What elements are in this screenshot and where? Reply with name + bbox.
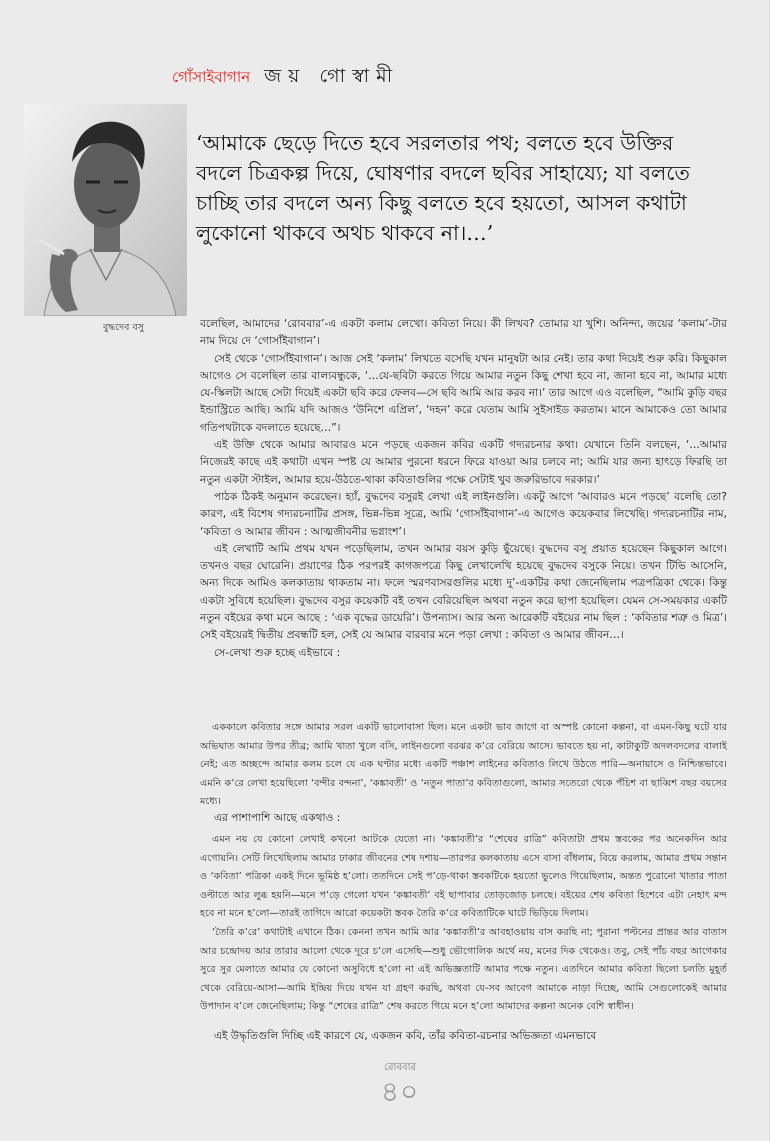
body-paragraph: পাঠক ঠিকই অনুমান করেছেন। হ্যাঁ, বুদ্ধদেব বসুরই লেখা এই লাইনগুলি। একটু আগে ‘আবারও মনে পড়ছে’ বলেছি তো? কারণ, এই বিশেষ গদ্যরচনাটির প্রসঙ্গ, ভিন্ন-ভিন্ন সূত্রে, আমি ‘গোসাঁইবাগান’-এ আগেও কয়েকবার লিখেছি। গদ্যরচনাটির নাম, ‘কবিতা ও আমার জীবন : আত্মজীবনীর ভগ্নাংশ’। [200, 490, 727, 538]
page-number: ৪০ [380, 1075, 420, 1108]
excerpt-paragraph: এককালে কবিতার সঙ্গে আমার সরল একটি ভালোবাসা ছিল। মনে একটা ভাব জাগে বা অস্পষ্ট কোনো কল্পনা, বা এমন-কিছু ঘটে যার অভিঘাত আমার উপর তীব্র; আমি খাতা খুলে বসি, লাইনগুলো বরঝর ক’রে বেরিয়ে আসে। ভাবতে হয় না, কাটাকুটি অদলবদলের বালাই নেই; এত অচ্ছন্দে আমার কলম চলে যে এক ঘণ্টার মধ্যে একটি পঞ্চাশ লাইনের কবিতাও লিখে উঠতে পারি—অনায়াসে ও নিশ্চিন্তভাবে। এমনি ক’রে লেখা হয়েছিলো ‘বন্দীর বন্দনা’, ‘কঙ্কাবতী’ ও ‘নতুন পাতা’র কবিতাগুলো, আমার সতেরো থেকে পঁচিশ বা ছাব্বিশ বছর বয়সের মধ্যে। [200, 722, 727, 808]
body-paragraph: সেই থেকে ‘গোসাঁইবাগান’। আজ সেই ‘কলাম’ লিখতে বসেছি যখন মানুষটা আর নেই। তার কথা দিয়েই শুরু করি। কিছুকাল আগেও সে বলেছিল তার বাল্যবন্ধুকে, ‘…যে-ছবিটা করতে গিয়ে আমার নতুন কিছু শেখা হবে না, জানা হবে না, আমার মধ্যে যে-স্কিলটা আছে সেটা দিয়েই একটা ছবি করে ফেলব—সে ছবি আমি আর করব না।’ তার আগে এও বলেছিল, “আমি কুড়ি বছর ইন্ডাস্ট্রিতে আছি। আমি যদি আজও ‘উনিশে এপ্রিল’, ‘দহন’ করে যেতাম আমি সুইসাইড করতাম। মানে আমাকেও তো আমার গতিপথটাকে বদলাতে হয়েছে…”। [200, 352, 727, 434]
photo-caption: বুদ্ধদেব বসু [103, 322, 144, 333]
closing-line: এই উদ্ধৃতিগুলি দিচ্ছি এই কারণে যে, একজন কবি, তাঁর কবিতা-রচনার অভিজ্ঞতা এমনভাবে [214, 1030, 597, 1042]
body-paragraph: এর পাশাপাশি আছে একথাও : [214, 812, 341, 824]
section-name: গোঁসাইবাগান [172, 68, 251, 86]
excerpt-paragraph: ‘তৈরি ক’রে’ কথাটাই এখানে ঠিক। কেননা তখন আমি আর ‘কঙ্কাবতী’র আবহাওয়ায় বাস করছি না; পুরানা পল্টনের প্রান্তর আর বাতাস আর চন্দ্রোদয় আর তারার আলো থেকে দূরে চ’লে এসেছি—শুধু ভৌগোলিক অর্থে নয়, মনের দিক থেকেও। তবু, সেই পাঁচ বছর আগেকার সুরে সুর মেলাতে আমার যে কোনো অসুবিধে হ’লো না এই অভিজ্ঞতাটি আমার পক্ষে নতুন। এতদিনে আমার কবিতা ছিলো চলতি মুহূর্ত থেকে বেরিয়ে-আসা—আমি ইন্দ্রিয় দিয়ে যখন যা গ্রহণ করছি, অথবা যে-সব আবেগ আমাকে নাড়া দিচ্ছে, আমি সেগুলোকেই আমার উপাদান ব’লে জেনেছিলাম; কিন্তু “শেষের রাত্রি” শেষ করতে গিয়ে মনে হ’লো আমাদের কল্পনা অনেক বেশি স্বাধীন। [200, 926, 727, 1013]
body-paragraph: এই লেখাটি আমি প্রথম যখন পড়েছিলাম, তখন আমার বয়স কুড়ি ছুঁয়েছে। বুদ্ধদেব বসু প্রয়াত হয়েছেন কিছুকাল আগে। তখনও বছর ঘোরেনি। প্রয়াণের ঠিক পরপরই কাগজপত্রে কিছু লেখালেখি হয়েছে বুদ্ধদেব বসুকে নিয়ে। তখন টিভি আসেনি, অন্য দিকে আমিও কলকাতায় থাকতাম না। ফলে স্মরণবাসরগুলির মধ্যে দু’-একটির কথা জেনেছিলাম পত্রপত্রিকা থেকে। কিন্তু একটা সুবিধে হয়েছিল। বুদ্ধদেব বসুর কয়েকটি বই তখন বেরিয়েছিল অথবা নতুন করে ছাপা হয়েছিল। যেমন সে-সময়কার একটি নতুন বইয়ের কথা মনে আছে : ‘এক বৃদ্ধের ডায়েরি’। উপন্যাস। আর অন্য আরেকটি বইয়ের নাম ছিল : ‘কবিতার শত্রু ও মিত্র’। সেই বইয়েরই দ্বিতীয় প্রবন্ধটি হল, সেই যে আমার বারবার মনে পড়া লেখা : কবিতা ও আমার জীবন…। [200, 542, 727, 642]
author-photo [24, 104, 187, 316]
quoted-excerpt [200, 831, 727, 1017]
page-footer [350, 1060, 450, 1107]
body-paragraph: সে-লেখা শুরু হচ্ছে এইভাবে : [214, 646, 341, 659]
quoted-excerpt [200, 719, 727, 812]
bridge-text [200, 810, 727, 827]
body-paragraph: বলেছিল, আমাদের ‘রোববার’-এ একটা কলাম লেখো। কবিতা নিয়ে। কী লিখব? তোমার যা খুশি। অনিন্দ্য, জয়ের ‘কলাম’-টার নাম দিয়ে দে ‘গোসাঁইবাগান’। [200, 318, 727, 348]
column-header [172, 62, 399, 94]
magazine-name: রোববার [384, 1062, 416, 1073]
body-paragraph: এই উক্তি থেকে আমার আবারও মনে পড়ছে একজন কবির একটি গদ্যরচনার কথা। যেখানে তিনি বলছেন, ‘…আমার নিজেরই কাছে এই কথাটা এখন স্পষ্ট যে আমার পুরনো ধরনে ফিরে যাওয়া আর চলবে না; আমি যার জন্য হাৎড়ে ফিরছি তা নতুন একটা স্টাইল, আমার হয়ে-উঠতে-থাকা কবিতাগুলির পক্ষে সেটাই খুব জরুরিভাবে দরকার।’ [200, 439, 727, 486]
article-body [200, 316, 727, 662]
author-name: জয় গোস্বামী [264, 65, 400, 87]
pull-quote: ‘আমাকে ছেড়ে দিতে হবে সরলতার পথ; বলতে হবে উক্তির বদলে চিত্রকল্প দিয়ে, ঘোষণার বদলে ছবির সাহায্যে; যা বলতে চাচ্ছি তার বদলে অন্য কিছু বলতে হবে হয়তো, আসল কথাটা লুকোনো থাকবে অথচ থাকবে না।…’ [196, 131, 690, 245]
excerpt-paragraph: এমন নয় যে কোনো লেখাই কখনো আটকে যেতো না। ‘কঙ্কাবতী’র “শেষের রাত্রি” কবিতাটা প্রথম স্তবকের পর অনেকদিন আর এগোয়নি। সেটি লিখেছিলাম আমার ঢাকার জীবনের শেষ দশায়—তারপর কলকাতায় এসে বাসা বাঁধলাম, বিয়ে করলাম, আমার প্রথম সন্তান ও ‘কবিতা’ পত্রিকা একই দিনে ভূমিষ্ঠ হ’লো। ততদিনে সেই প’ড়ে-থাকা স্তবকটিকে হয়তো ভুলেও গিয়েছিলাম, অন্তত পুরোনো খাতার পাতা ওল্টাতে আর লুব্ধ হয়নি—মনে প’ড়ে গেলো যখন ‘কঙ্কাবতী’ বই ছাপাবার তোড়জোড় চলছে। বইয়ের শেষ কবিতা হিশেবে এটা নেহাৎ মন্দ হবে না মনে হ’লো—তারই তাগিদে আরো কয়েকটা স্তবক তৈরি ক’রে কবিতাটিকে ঘাটে ভিড়িয়ে দিলাম। [200, 834, 727, 920]
